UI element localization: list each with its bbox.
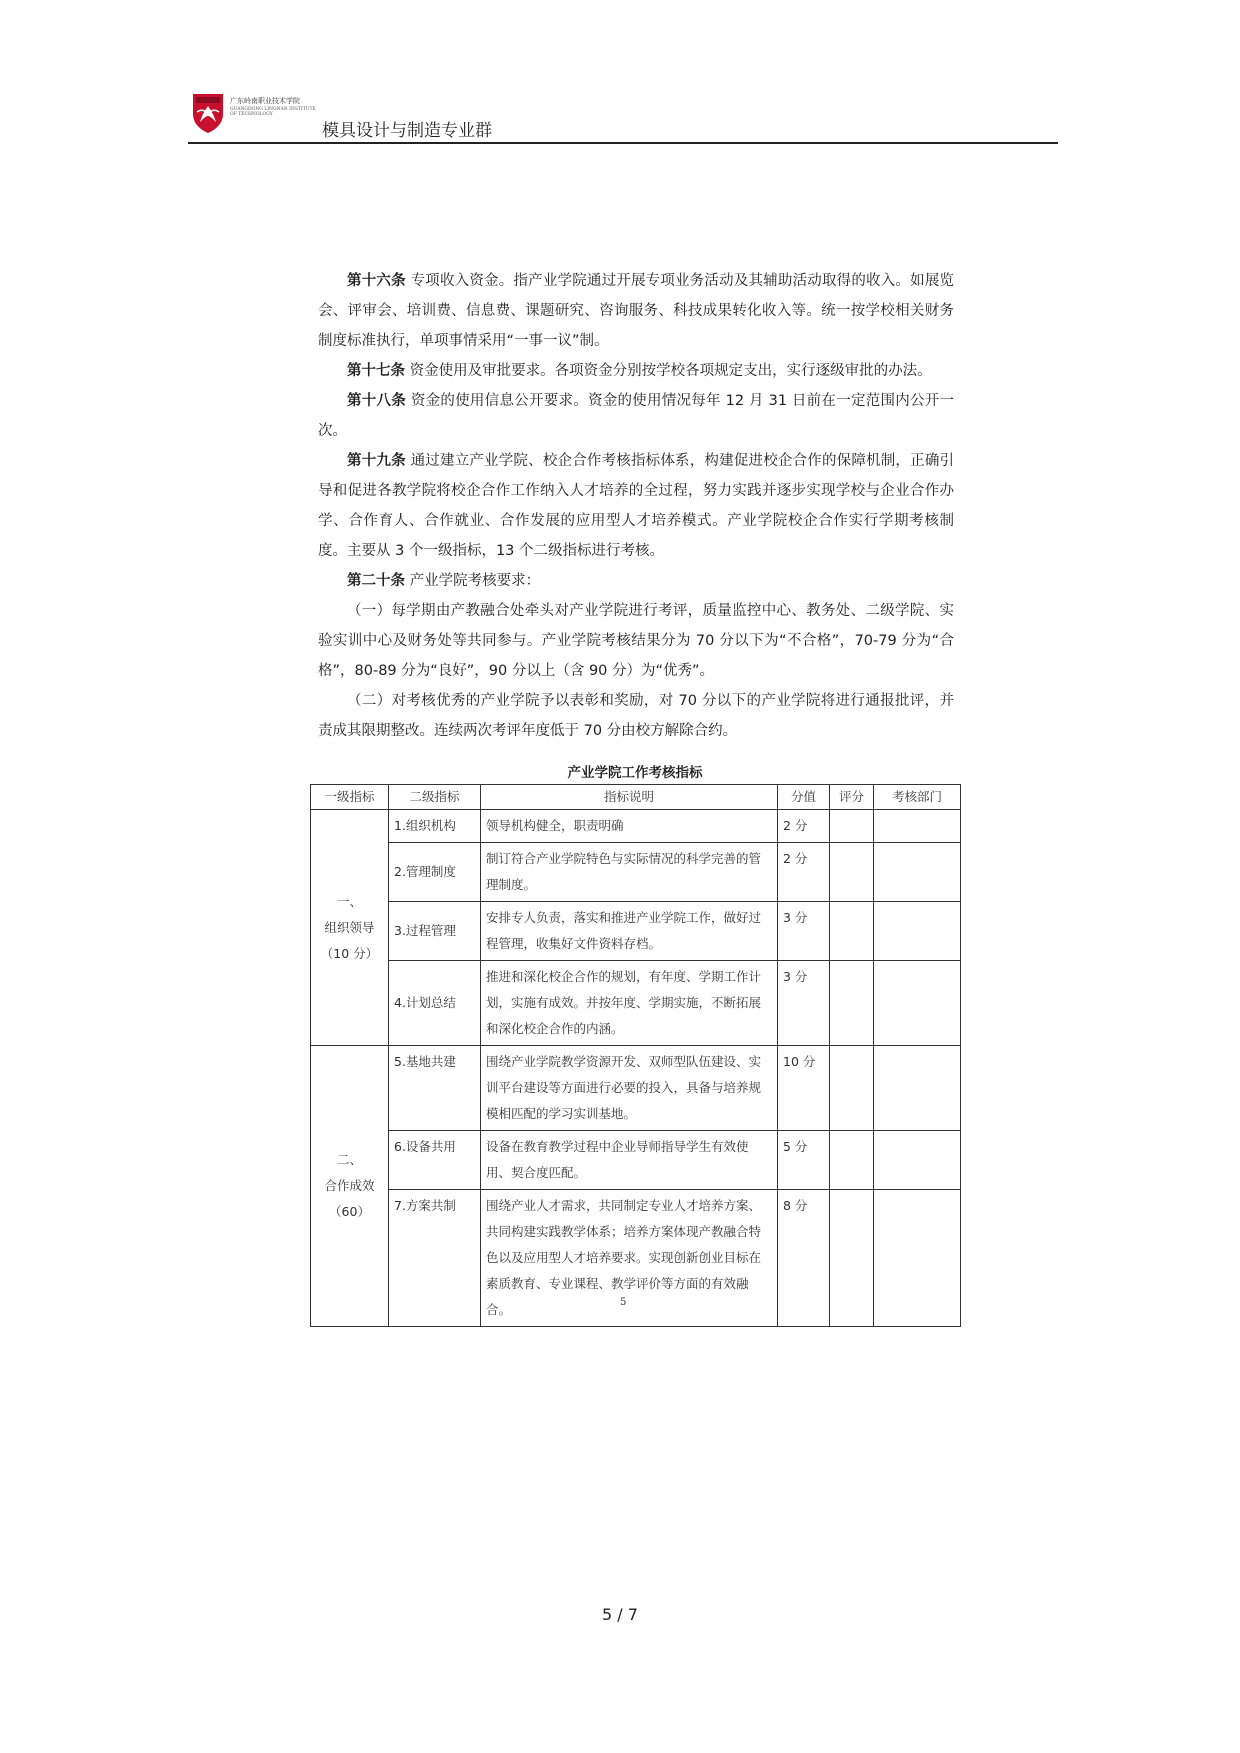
rating-cell <box>830 810 874 843</box>
department-cell <box>874 961 961 1046</box>
header-department: 考核部门 <box>874 785 961 810</box>
paragraph-item-1 <box>318 596 954 686</box>
header-divider <box>188 142 1058 144</box>
evaluation-table <box>310 784 961 1327</box>
table-row <box>311 843 961 902</box>
level2-label: 4.计划总结 <box>389 961 481 1046</box>
level2-label: 7.方案共制 <box>389 1190 481 1327</box>
level2-label: 1.组织机构 <box>389 810 481 843</box>
indicator-description: 安排专人负责，落实和推进产业学院工作，做好过程管理，收集好文件资料存档。 <box>481 902 778 961</box>
article-label: 第十九条 <box>347 453 406 469</box>
article-label: 第十八条 <box>347 393 407 409</box>
article-label: 第十七条 <box>347 363 405 379</box>
school-name: 广东岭南职业技术学院 <box>230 97 300 105</box>
level2-label: 3.过程管理 <box>389 902 481 961</box>
table-row <box>311 902 961 961</box>
level1-group-label: 二、 合作成效 （60） <box>311 1046 389 1327</box>
department-cell <box>874 902 961 961</box>
rating-cell <box>830 902 874 961</box>
indicator-description: 制订符合产业学院特色与实际情况的科学完善的管理制度。 <box>481 843 778 902</box>
header-level2: 二级指标 <box>389 785 481 810</box>
level2-label: 5.基地共建 <box>389 1046 481 1131</box>
level2-label: 2.管理制度 <box>389 843 481 902</box>
score-value: 10 分 <box>778 1046 830 1131</box>
paragraph-text: 专项收入资金。指产业学院通过开展专项业务活动及其辅助活动取得的收入。如展览会、评审会、培训费、信息费、课题研究、咨询服务、科技成果转化收入等。统一按学校相关财务制度标准执行，单项事情采用“一事一议”制。 <box>318 273 955 349</box>
indicator-description: 推进和深化校企合作的规划，有年度、学期工作计划，实施有成效。并按年度、学期实施，不断拓展和深化校企合作的内涵。 <box>481 961 778 1046</box>
level1-group-label: 一、 组织领导 （10 分） <box>311 810 389 1046</box>
table-row <box>311 1131 961 1190</box>
school-name-english: GUANGDONG LINGNAN INSTITUTE OF TECHNOLOGY <box>230 107 316 117</box>
paragraph-text: （一）每学期由产教融合处牵头对产业学院进行考评，质量监控中心、教务处、二级学院、实验实训中心及财务处等共同参与。产业学院考核结果分为 70 分以下为“不合格”，70-79 分为“合格”，80-89 分为“良好”，90 分以上（含 90 分）为“优秀”。 <box>318 603 954 679</box>
rating-cell <box>830 1046 874 1131</box>
table-row <box>311 1190 961 1327</box>
header-description: 指标说明 <box>481 785 778 810</box>
paragraph-article-19 <box>318 446 954 566</box>
score-value: 3 分 <box>778 902 830 961</box>
score-value: 2 分 <box>778 810 830 843</box>
table-caption: 产业学院工作考核指标 <box>567 765 703 781</box>
rating-cell <box>830 1131 874 1190</box>
paragraph-item-2 <box>318 686 954 746</box>
inner-page-number: 5 <box>620 1297 627 1308</box>
page-header <box>188 84 1058 144</box>
paragraph-text: （二）对考核优秀的产业学院予以表彰和奖励，对 70 分以下的产业学院将进行通报批评，并责成其限期整改。连续两次考评年度低于 70 分由校方解除合约。 <box>318 693 954 739</box>
score-value: 8 分 <box>778 1190 830 1327</box>
score-value: 3 分 <box>778 961 830 1046</box>
indicator-description: 围绕产业人才需求，共同制定专业人才培养方案、共同构建实践教学体系；培养方案体现产教融合特色以及应用型人才培养要求。实现创新创业目标在素质教育、专业课程、教学评价等方面的有效融合。 <box>481 1190 778 1327</box>
indicator-description: 设备在教育教学过程中企业导师指导学生有效使用、契合度匹配。 <box>481 1131 778 1190</box>
paragraph-article-20 <box>318 566 954 596</box>
paragraph-article-18 <box>318 386 954 446</box>
article-label: 第十六条 <box>347 273 406 289</box>
paragraph-text: 产业学院考核要求： <box>405 573 541 589</box>
score-value: 5 分 <box>778 1131 830 1190</box>
header-title: 模具设计与制造专业群 <box>322 121 492 141</box>
table-header-row <box>311 785 961 810</box>
indicator-description: 领导机构健全，职责明确 <box>481 810 778 843</box>
level2-label: 6.设备共用 <box>389 1131 481 1190</box>
paragraph-text: 通过建立产业学院、校企合作考核指标体系，构建促进校企合作的保障机制，正确引导和促进各教学院将校企合作工作纳入人才培养的全过程，努力实践并逐步实现学校与企业合作办学、合作育人、合作就业、合作发展的应用型人才培养模式。产业学院校企合作实行学期考核制度。主要从 3 个一级指标，13 个二级指标进行考核。 <box>318 453 955 559</box>
header-level1: 一级指标 <box>311 785 389 810</box>
paragraph-article-16 <box>318 266 954 356</box>
table-row <box>311 1046 961 1131</box>
department-cell <box>874 1190 961 1327</box>
department-cell <box>874 1046 961 1131</box>
rating-cell <box>830 1190 874 1327</box>
table-row <box>311 961 961 1046</box>
header-rating: 评分 <box>830 785 874 810</box>
article-label: 第二十条 <box>347 573 405 589</box>
paragraph-article-17 <box>318 356 954 386</box>
rating-cell <box>830 843 874 902</box>
paragraph-text: 资金的使用信息公开要求。资金的使用情况每年 12 月 31 日前在一定范围内公开一次。 <box>318 393 954 439</box>
page-indicator: 5 / 7 <box>602 1605 638 1624</box>
document-body <box>318 266 954 746</box>
school-logo-icon <box>191 92 225 134</box>
department-cell <box>874 810 961 843</box>
rating-cell <box>830 961 874 1046</box>
paragraph-text: 资金使用及审批要求。各项资金分别按学校各项规定支出，实行逐级审批的办法。 <box>405 363 932 379</box>
department-cell <box>874 1131 961 1190</box>
header-score: 分值 <box>778 785 830 810</box>
score-value: 2 分 <box>778 843 830 902</box>
table-row <box>311 810 961 843</box>
indicator-description: 围绕产业学院教学资源开发、双师型队伍建设、实训平台建设等方面进行必要的投入，具备与培养规模相匹配的学习实训基地。 <box>481 1046 778 1131</box>
department-cell <box>874 843 961 902</box>
